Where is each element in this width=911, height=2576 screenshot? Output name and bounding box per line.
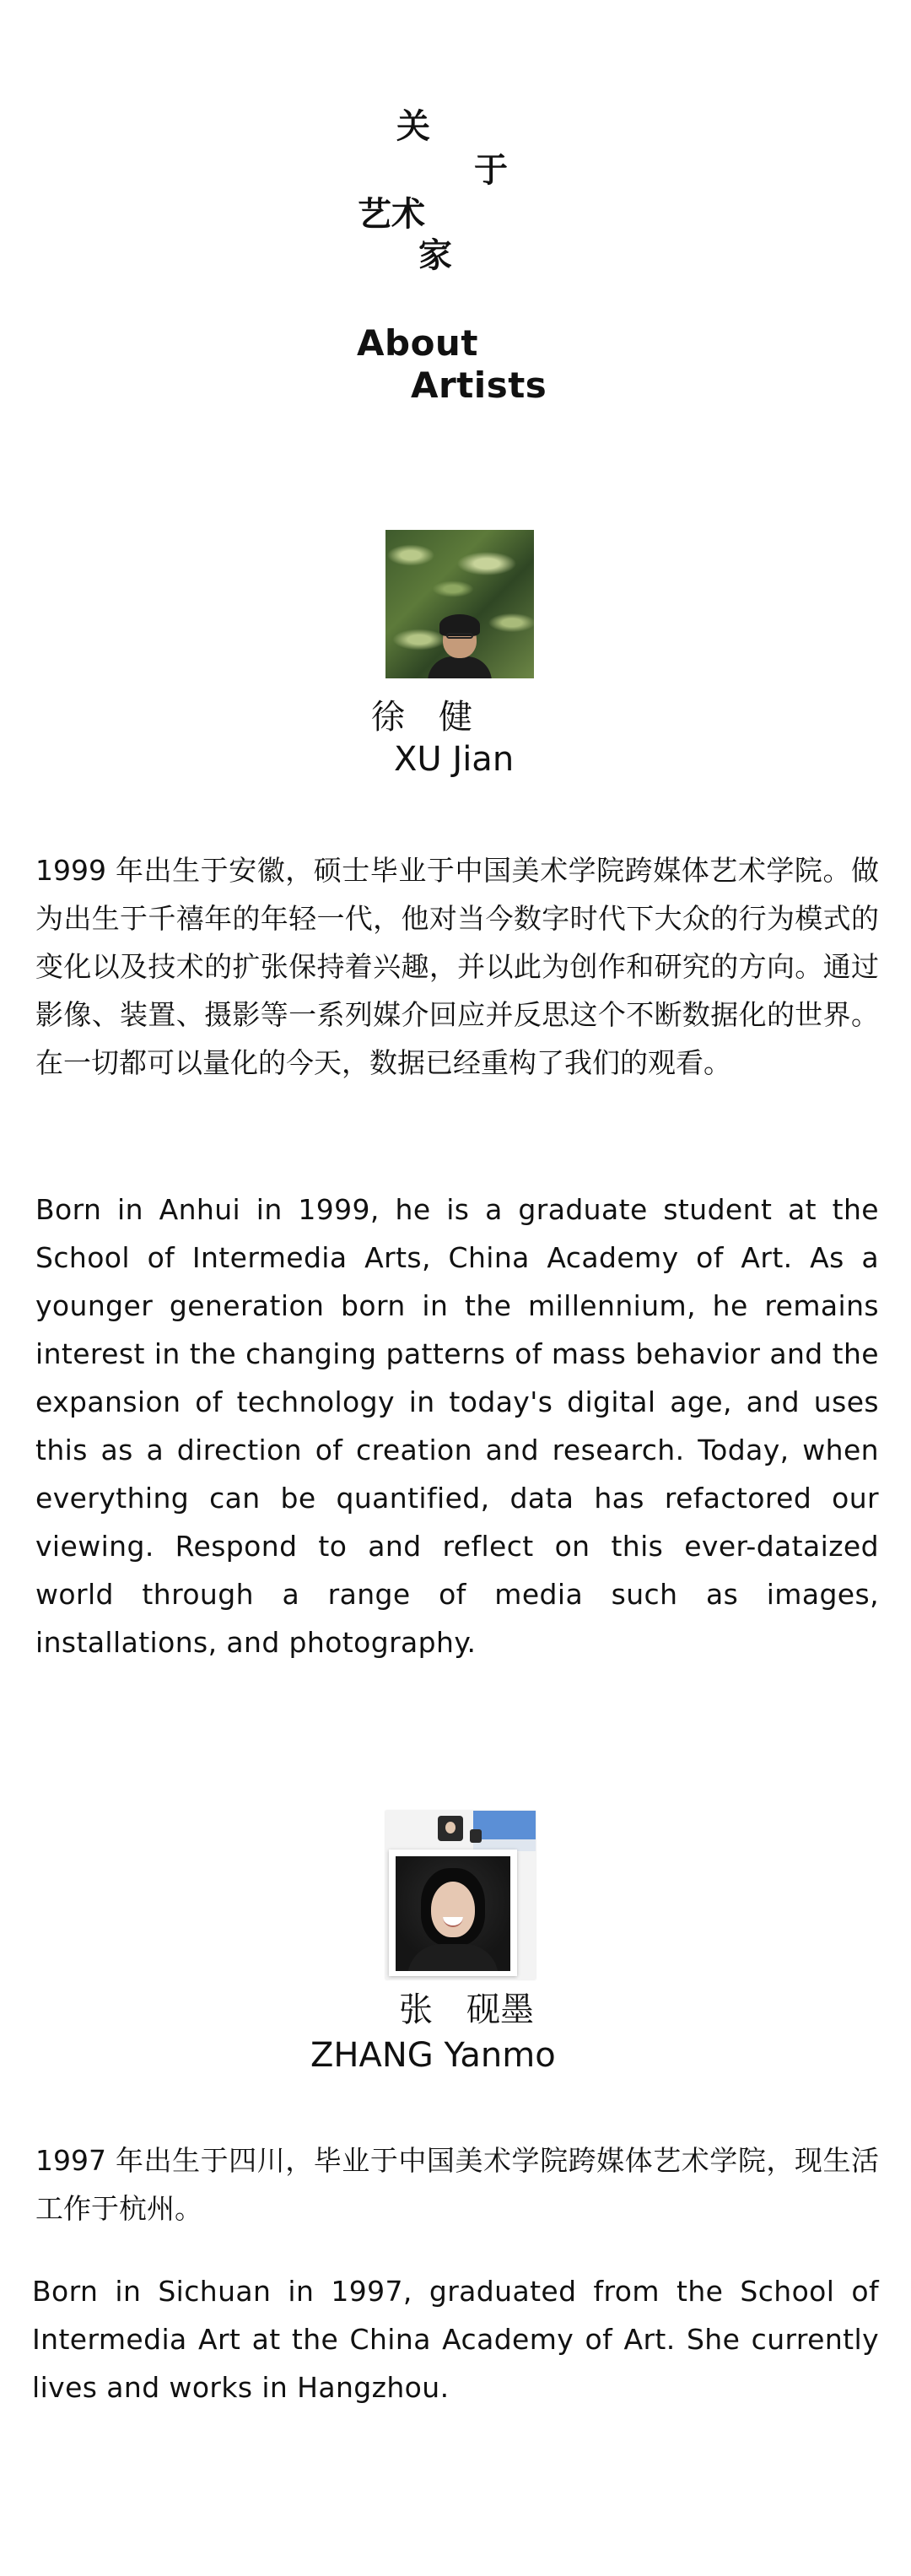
title-artists: Artists (411, 365, 547, 406)
portrait-face (431, 1882, 475, 1937)
artist-bio-cn: 1999 年出生于安徽，硕士毕业于中国美术学院跨媒体艺术学院。做为出生于千禧年的年轻一代，他对当今数字时代下大众的行为模式的变化以及技术的扩张保持着兴趣，并以此为创作和研究的方向。通过影像、装置、摄影等一系列媒介回应并反思这个不断数据化的世界。在一切都可以量化的今天，数据已经重构了我们的观看。 (35, 854, 879, 1079)
portrait-body (428, 656, 492, 678)
portrait-shoulders (407, 1944, 499, 1971)
artist-name-cn: 徐 健 (371, 698, 472, 737)
artist-name-cn: 张 砚墨 (399, 1990, 534, 2029)
artist-name-en: ZHANG Yanmo (310, 2036, 556, 2075)
artist-name-en: XU Jian (394, 740, 515, 779)
title-char-yishu: 艺术 (358, 195, 425, 234)
title-about: About (357, 322, 478, 364)
artist-bio-cn: 1997 年出生于四川，毕业于中国美术学院跨媒体艺术学院，现生活工作于杭州。 (35, 2144, 879, 2225)
artist-photo-zhang-yanmo (385, 1811, 536, 1979)
mini-avatar-icon (438, 1816, 463, 1841)
portrait-frame (389, 1850, 517, 1976)
screenshot-header-bar (473, 1811, 536, 1839)
portrait-image (396, 1856, 510, 1971)
artist-bio-en: Born in Anhui in 1999, he is a graduate student at the School of Intermedia Arts, China Academy of Art. As a younger generation born in the millennium, he remains interest in the changing patterns of mass behavior and the expansion of technology in today's digital age, and uses this as a direction of creation and research. Today, when everything can be quantified, data has refactored our viewing. Respond to and reflect on this ever-dataized world through a range of media such as images, installations, and photography. (35, 1193, 879, 1659)
title-char-jia: 家 (418, 236, 452, 275)
title-char-yu: 于 (474, 151, 508, 190)
glasses-icon (446, 633, 473, 639)
artist-bio-en: Born in Sichuan in 1997, graduated from the School of Intermedia Art at the China Academy of Art. She currently lives and works in Hangzhou. (32, 2275, 879, 2404)
title-char-guan: 关 (396, 107, 430, 146)
mini-avatar-icon-2 (470, 1829, 482, 1843)
artist-photo-xu-jian (385, 530, 534, 678)
